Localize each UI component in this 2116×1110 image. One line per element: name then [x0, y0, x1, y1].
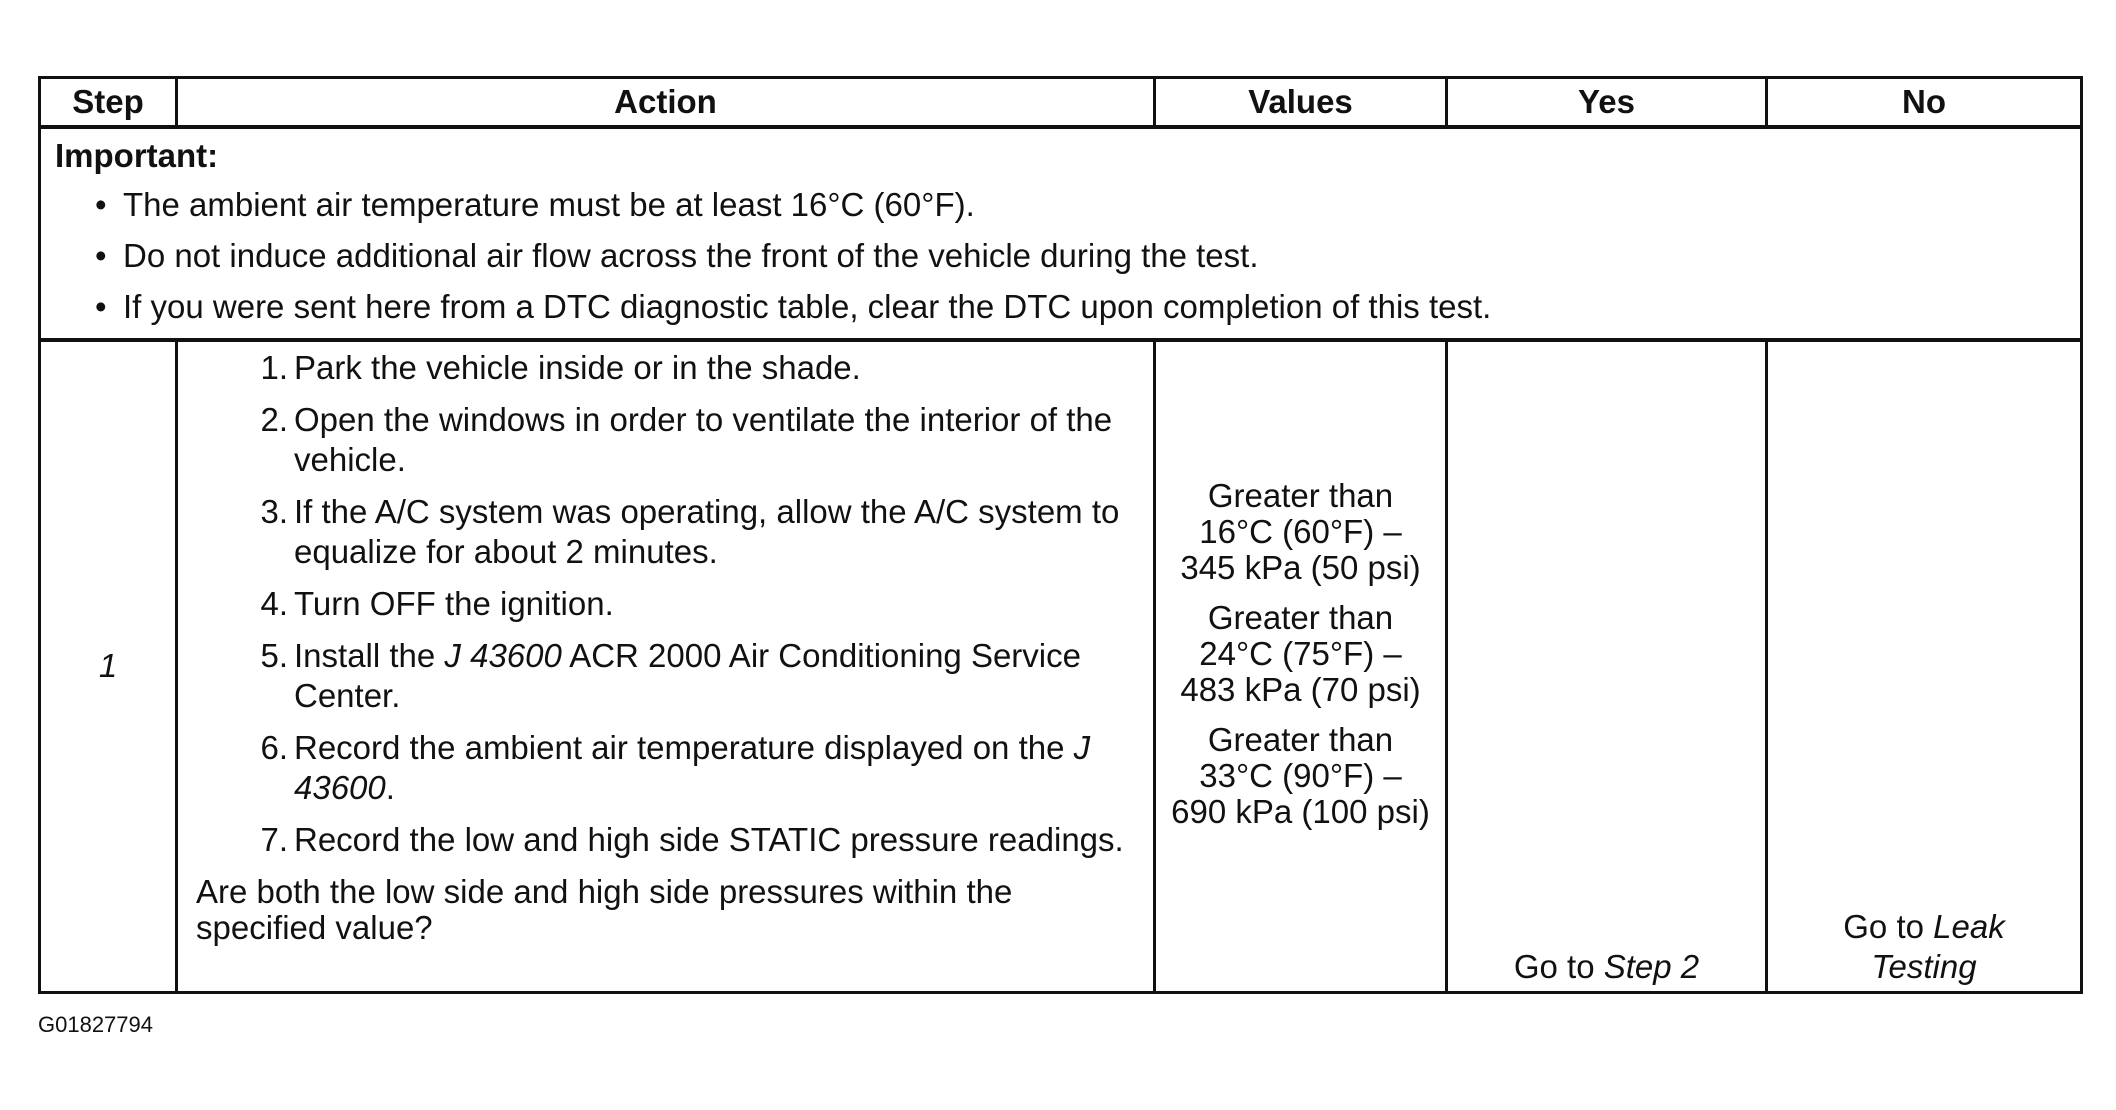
important-title: Important:	[55, 137, 219, 174]
action-step-text: Turn OFF the ignition.	[294, 585, 614, 622]
action-step-number: 1.	[260, 349, 288, 386]
action-step-text: Open the windows in order to ventilate the interior of the vehicle.	[294, 401, 1113, 478]
important-item	[95, 230, 2066, 281]
header-no: No	[1767, 78, 2082, 128]
action-step-number: 4.	[260, 585, 288, 622]
bullet-icon: •	[95, 288, 107, 325]
action-step-text: Record the low and high side STATIC pressure readings.	[294, 821, 1124, 858]
important-note	[40, 127, 2082, 340]
bullet-icon: •	[95, 186, 107, 223]
value-line: 345 kPa (50 psi)	[1180, 549, 1421, 586]
action-steps-list	[196, 348, 1133, 860]
value-spec	[1156, 722, 1445, 830]
step-number: 1	[40, 340, 177, 992]
header-yes: Yes	[1447, 78, 1767, 128]
leak-testing-link[interactable]: Leak	[1933, 907, 2005, 945]
yes-prefix: Go to	[1513, 947, 1604, 985]
action-step-number: 6.	[260, 729, 288, 766]
action-step-text-post: .	[385, 769, 395, 806]
important-item	[95, 179, 2066, 230]
no-cell	[1767, 340, 2082, 992]
value-line: Greater than	[1207, 599, 1394, 636]
no-prefix: Go to	[1843, 907, 1934, 945]
value-line: 16°C (60°F) –	[1199, 513, 1402, 550]
action-step	[196, 492, 1133, 572]
action-step	[196, 584, 1133, 624]
value-spec	[1156, 600, 1445, 708]
header-row	[40, 78, 2082, 128]
values-cell	[1155, 340, 1447, 992]
important-item-text: The ambient air temperature must be at least 16°C (60°F).	[123, 186, 975, 223]
yes-cell	[1447, 340, 1767, 992]
action-step-text-pre: Record the ambient air temperature displayed on the	[294, 729, 1074, 766]
action-step-text-pre: Install the	[294, 637, 445, 674]
action-step-number: 7.	[260, 821, 288, 858]
value-line: Greater than	[1207, 721, 1394, 758]
action-step	[196, 728, 1133, 808]
tool-reference-link[interactable]: J 43600	[294, 729, 1091, 806]
diagnostic-table	[38, 76, 2083, 994]
action-step	[196, 400, 1133, 480]
action-step	[196, 636, 1133, 716]
important-row	[40, 127, 2082, 340]
tool-reference-link[interactable]: J 43600	[444, 637, 562, 674]
action-step	[196, 348, 1133, 388]
action-question: Are both the low side and high side pressures within the specified value?	[196, 873, 1013, 946]
action-step-text: If the A/C system was operating, allow the A/C system to equalize for about 2 minutes.	[294, 493, 1120, 570]
figure-id: G01827794	[38, 1012, 153, 1037]
action-step-number: 5.	[260, 637, 288, 674]
action-step-number: 3.	[260, 493, 288, 530]
diagnostic-table-container	[38, 76, 2080, 994]
action-step	[196, 820, 1133, 860]
value-line: 690 kPa (100 psi)	[1171, 793, 1430, 830]
value-line: 483 kPa (70 psi)	[1180, 671, 1421, 708]
action-step-text: Park the vehicle inside or in the shade.	[294, 349, 861, 386]
action-step-text-post: ACR 2000 Air Conditioning Service Center.	[294, 637, 1081, 714]
value-line: 24°C (75°F) –	[1199, 635, 1402, 672]
important-list	[55, 179, 2066, 332]
bullet-icon: •	[95, 237, 107, 274]
action-step-number: 2.	[260, 401, 288, 438]
important-item-text: Do not induce additional air flow across the front of the vehicle during the test.	[123, 237, 1259, 274]
step-row	[40, 340, 2082, 992]
value-spec	[1156, 478, 1445, 586]
important-item-text: If you were sent here from a DTC diagnostic table, clear the DTC upon completion of this test.	[123, 288, 1492, 325]
action-cell	[177, 340, 1155, 992]
header-step: Step	[40, 78, 177, 128]
value-line: Greater than	[1207, 477, 1394, 514]
header-values: Values	[1155, 78, 1447, 128]
leak-testing-link-cont[interactable]: Testing	[1871, 947, 1977, 985]
important-item	[95, 281, 2066, 332]
value-line: 33°C (90°F) –	[1199, 757, 1402, 794]
header-action: Action	[177, 78, 1155, 128]
go-to-step-2-link[interactable]: Step 2	[1603, 947, 1700, 985]
